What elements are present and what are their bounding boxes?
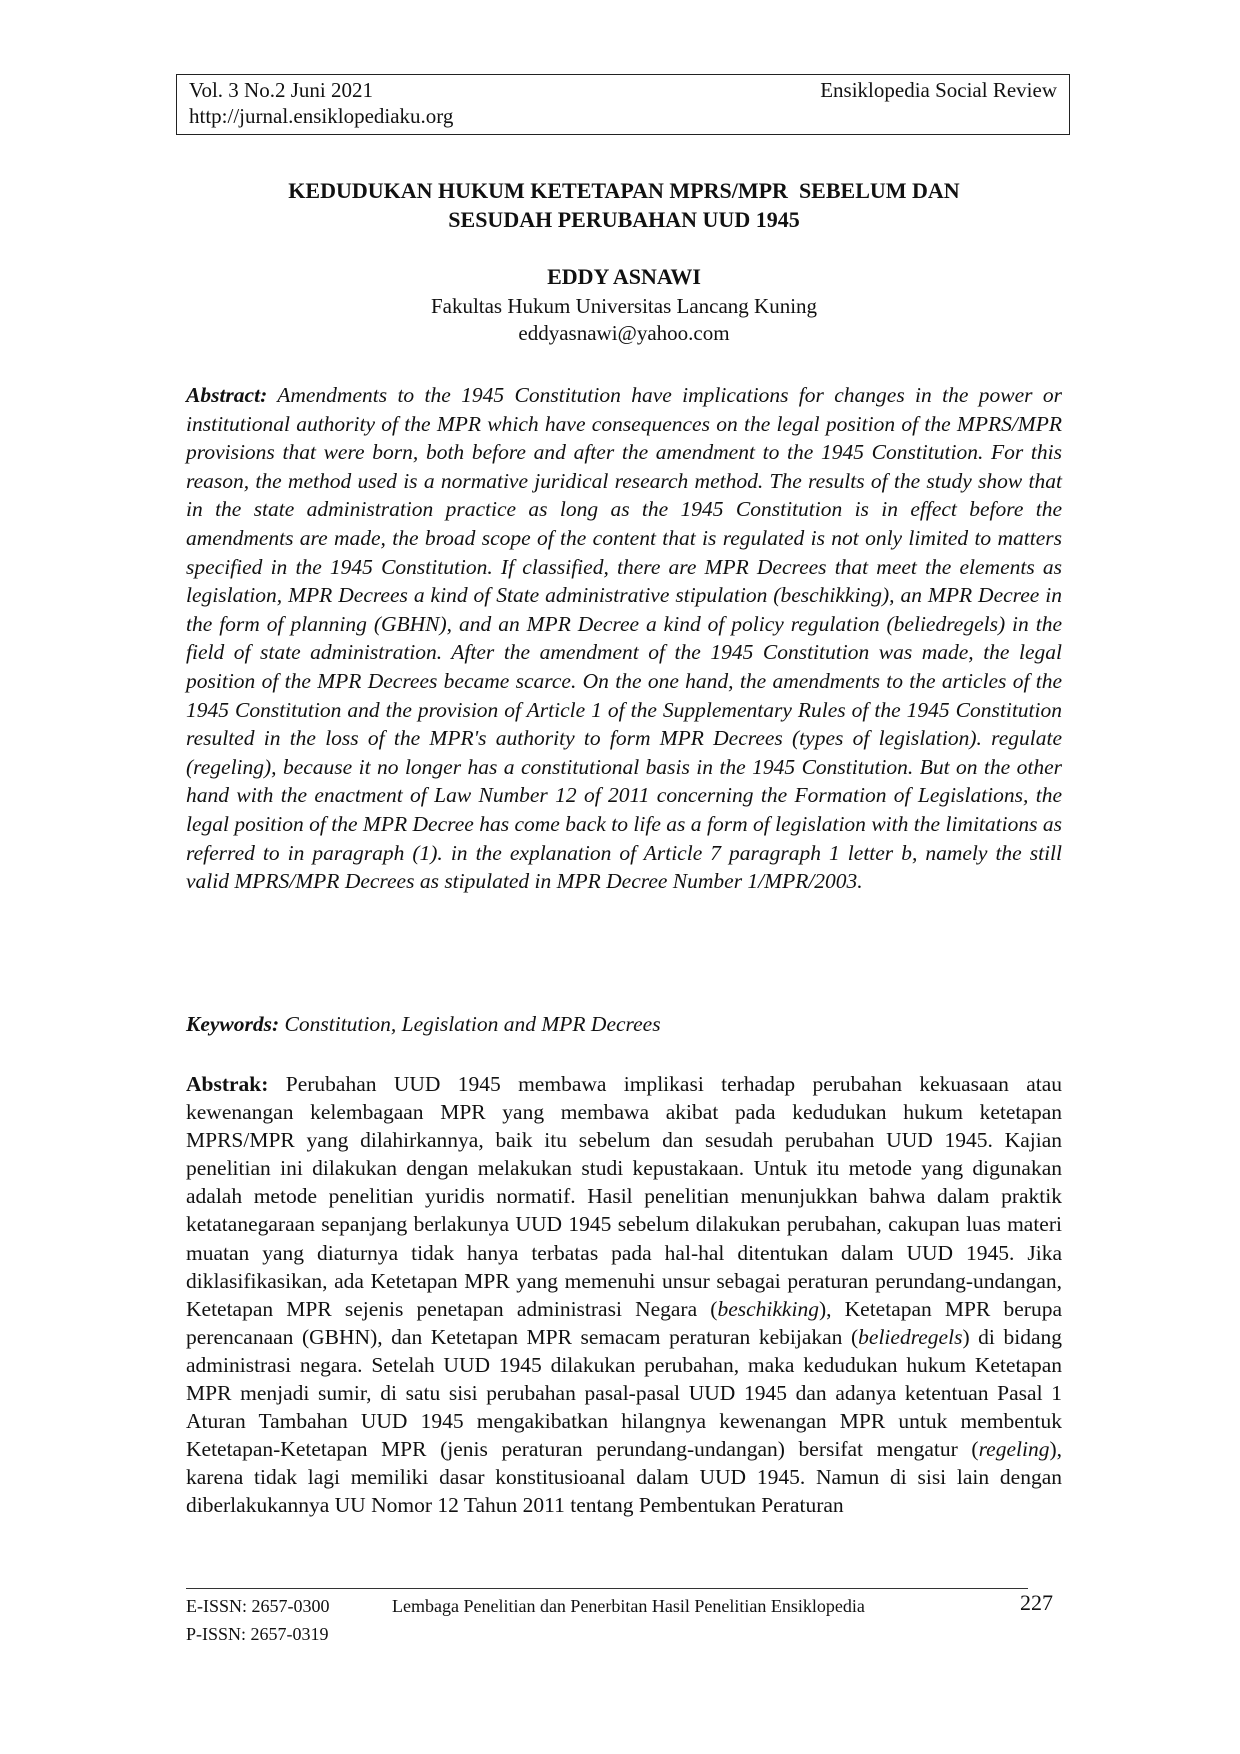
author-affiliation: Fakultas Hukum Universitas Lancang Kuning <box>430 294 818 318</box>
abstract-label: Abstract: <box>186 383 268 407</box>
journal-name: Ensiklopedia Social Review <box>820 78 1057 102</box>
page-number: 227 <box>1020 1590 1053 1615</box>
journal-url: http://jurnal.ensiklopediaku.org <box>189 104 454 128</box>
abstrak-term-beschikking: beschikking <box>717 1296 819 1321</box>
footer-eissn: E-ISSN: 2657-0300 <box>186 1596 330 1616</box>
keywords-text: Constitution, Legislation and MPR Decrees <box>284 1012 661 1036</box>
title-line-1: KEDUDUKAN HUKUM KETETAPAN MPRS/MPR SEBELUM DAN <box>288 178 960 203</box>
abstrak-text-3: ) di bidang administrasi negara. Setelah UUD 1945 dilakukan perubahan, maka kedudukan hukum Ketetapan MPR menjadi sumir, di satu sisi perubahan pasal-pasal UUD 1945 dan adanya ketentuan Pasal 1 Aturan Tambahan UUD 1945 mengakibatkan hilangnya kewenangan MPR untuk membentuk Ketetapan-Ketetapan MPR (jenis peraturan perundang-undangan) bersifat mengatur ( <box>186 1324 1062 1462</box>
abstrak-text-2: ), Ketetapan MPR berupa perencanaan (GBHN), dan Ketetapan MPR semacam peraturan kebijakan ( <box>186 1296 1062 1349</box>
keywords-label: Keywords: <box>186 1012 280 1036</box>
abstrak-term-beliedregels: beliedregels <box>858 1324 963 1349</box>
journal-volume: Vol. 3 No.2 Juni 2021 <box>189 78 373 102</box>
author-email: eddyasnawi@yahoo.com <box>518 321 730 345</box>
abstract-indonesian <box>186 1070 1062 1520</box>
abstrak-text-4: ), karena tidak lagi memiliki dasar konstitusioanal dalam UUD 1945. Namun di sisi lain dengan diberlakukannya UU Nomor 12 Tahun 2011 tentang Pembentukan Peraturan <box>186 1437 1062 1518</box>
paper-title <box>186 176 1062 234</box>
title-line-2: SESUDAH PERUBAHAN UUD 1945 <box>448 207 800 232</box>
footer-pissn: P-ISSN: 2657-0319 <box>186 1624 329 1644</box>
abstrak-text-1: Perubahan UUD 1945 membawa implikasi terhadap perubahan kekuasaan atau kewenangan kelembagaan MPR yang membawa akibat pada kedudukan hukum ketetapan MPRS/MPR yang dilahirkannya, baik itu sebelum dan sesudah perubahan UUD 1945. Kajian penelitian ini dilakukan dengan melakukan studi kepustakaan. Untuk itu metode yang digunakan adalah metode penelitian yuridis normatif. Hasil penelitian menunjukkan bahwa dalam praktik ketatanegaraan sepanjang berlakunya UUD 1945 sebelum dilakukan perubahan, cakupan luas materi muatan yang diaturnya tidak hanya terbatas pada hal-hal ditentukan dalam UUD 1945. Jika diklasifikasikan, ada Ketetapan MPR yang memenuhi unsur sebagai peraturan perundang-undangan, Ketetapan MPR sejenis penetapan administrasi Negara ( <box>186 1072 1063 1321</box>
keywords <box>186 1010 1062 1038</box>
abstrak-label: Abstrak: <box>186 1072 269 1096</box>
abstrak-term-regeling: regeling <box>978 1437 1050 1462</box>
footer-publisher: Lembaga Penelitian dan Penerbitan Hasil Penelitian Ensiklopedia <box>392 1596 865 1616</box>
abstract-english <box>186 381 1062 896</box>
abstract-text: Amendments to the 1945 Constitution have implications for changes in the power or institutional authority of the MPR which have consequences on the legal position of the MPRS/MPR provisions that were born, both before and after the amendment to the 1945 Constitution. For this reason, the method used is a normative juridical research method. The results of the study show that in the state administration practice as long as the 1945 Constitution is in effect before the amendments are made, the broad scope of the content that is regulated is not only limited to matters specified in the 1945 Constitution. If classified, there are MPR Decrees that meet the elements as legislation, MPR Decrees a kind of State administrative stipulation (beschikking), an MPR Decree in the form of planning (GBHN), and an MPR Decree a kind of policy regulation (beliedregels) in the field of state administration. After the amendment of the 1945 Constitution was made, the legal position of the MPR Decrees became scarce. On the one hand, the amendments to the articles of the 1945 Constitution and the provision of Article 1 of the Supplementary Rules of the 1945 Constitution resulted in the loss of the MPR's authority to form MPR Decrees (types of legislation). regulate (regeling), because it no longer has a constitutional basis in the 1945 Constitution. But on the other hand with the enactment of Law Number 12 of 2011 concerning the Formation of Legislations, the legal position of the MPR Decree has come back to life as a form of legislation with the limitations as referred to in paragraph (1). in the explanation of Article 7 paragraph 1 letter b, namely the still valid MPRS/MPR Decrees as stipulated in MPR Decree Number 1/MPR/2003. <box>186 383 1062 894</box>
author-name: EDDY ASNAWI <box>547 264 701 289</box>
footer-divider <box>186 1588 1028 1589</box>
running-header <box>176 74 1070 135</box>
